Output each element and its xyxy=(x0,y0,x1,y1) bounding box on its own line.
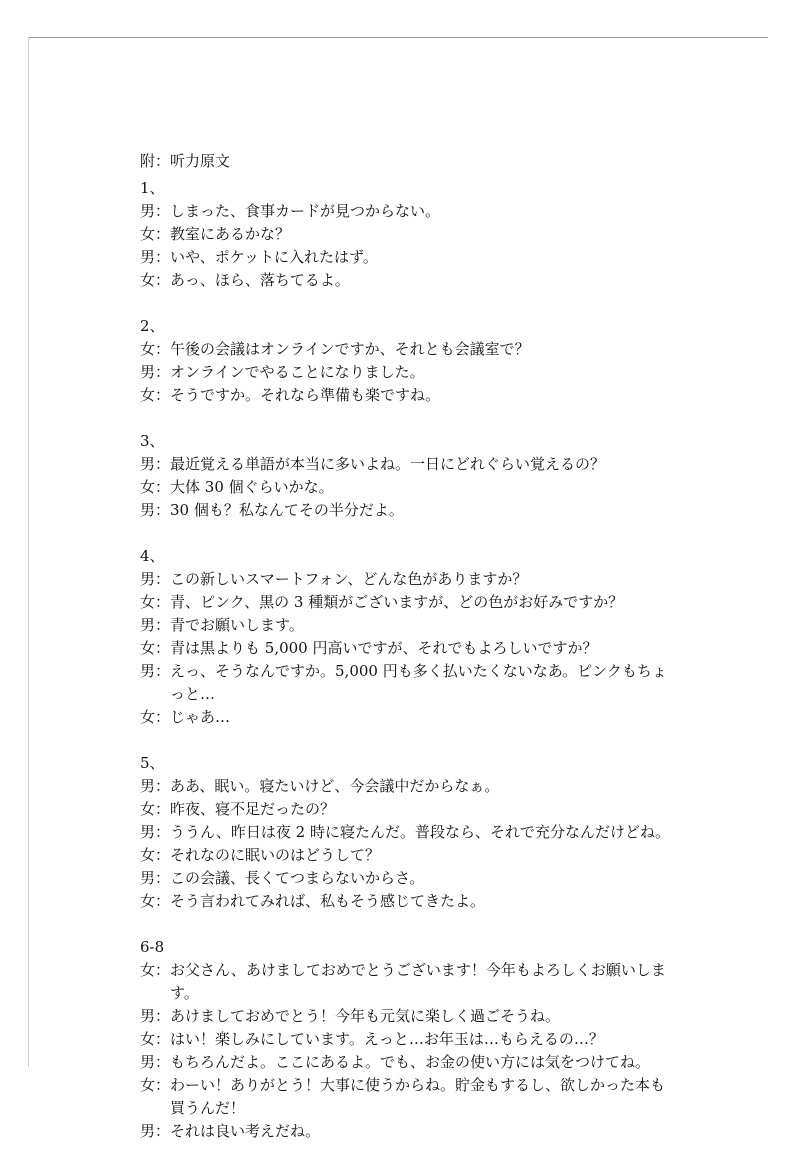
dialogue-section xyxy=(140,315,670,407)
dialogue-line xyxy=(140,959,670,1005)
speaker-label: 女： xyxy=(140,639,171,657)
utterance-text: この会議、長くてつまらないからさ。 xyxy=(170,869,425,887)
speaker-label: 男： xyxy=(140,501,171,519)
speaker-label: 女： xyxy=(140,846,171,864)
document-title: 附：听力原文 xyxy=(140,152,231,170)
speaker-label: 女： xyxy=(140,708,171,726)
speaker-label: 男： xyxy=(140,1007,171,1025)
utterance-text: しまった、食事カードが見つからない。 xyxy=(170,202,441,220)
dialogue-line xyxy=(140,1120,670,1143)
dialogue-section xyxy=(140,545,670,729)
dialogue-line xyxy=(140,775,670,798)
speaker-label: 男： xyxy=(140,777,171,795)
dialogue-line xyxy=(140,568,670,591)
speaker-label: 女： xyxy=(140,593,171,611)
page-left-border xyxy=(28,37,29,1067)
utterance-text: いや、ポケットに入れたはず。 xyxy=(170,248,378,266)
speaker-label: 男： xyxy=(140,202,171,220)
dialogue-line xyxy=(140,269,670,292)
section-number: 1、 xyxy=(140,179,165,197)
speaker-label: 女： xyxy=(140,961,171,979)
speaker-label: 女： xyxy=(140,1076,171,1094)
utterance-text: あっ、ほら、落ちてるよ。 xyxy=(170,271,350,289)
dialogue-line xyxy=(140,706,670,729)
utterance-text: わーい！ありがとう！大事に使うからね。貯金もするし、欲しかった本も買うんだ！ xyxy=(170,1076,666,1117)
dialogue-line xyxy=(140,1005,670,1028)
dialogue-line xyxy=(140,591,670,614)
utterance-text: この新しいスマートフォン、どんな色がありますか？ xyxy=(170,570,528,588)
utterance-text: ああ、眠い。寝たいけど、今会議中だからなぁ。 xyxy=(170,777,500,795)
dialogue-line xyxy=(140,476,670,499)
utterance-text: それは良い考えだね。 xyxy=(170,1122,321,1140)
dialogue-line xyxy=(140,384,670,407)
utterance-text: 大体 30 個ぐらいかな。 xyxy=(170,478,334,496)
utterance-text: じゃあ… xyxy=(170,708,231,726)
dialogue-line xyxy=(140,614,670,637)
dialogue-line xyxy=(140,660,670,706)
utterance-text: もちろんだよ。ここにあるよ。でも、お金の使い方には気をつけてね。 xyxy=(170,1053,651,1071)
utterance-text: そう言われてみれば、私もそう感じてきたよ。 xyxy=(170,892,486,910)
dialogue-section xyxy=(140,177,670,292)
speaker-label: 女： xyxy=(140,892,171,910)
utterance-text: 最近覚える単語が本当に多いよね。一日にどれぐらい覚えるの？ xyxy=(170,455,606,473)
speaker-label: 女： xyxy=(140,225,171,243)
utterance-text: 昨夜、寝不足だったの？ xyxy=(170,800,336,818)
speaker-label: 男： xyxy=(140,616,171,634)
dialogue-line xyxy=(140,1028,670,1051)
speaker-label: 男： xyxy=(140,662,171,680)
utterance-text: はい！楽しみにしています。えっと…お年玉は…もらえるの…？ xyxy=(170,1030,604,1048)
speaker-label: 女： xyxy=(140,340,171,358)
utterance-text: そうですか。それなら準備も楽ですね。 xyxy=(170,386,441,404)
speaker-label: 女： xyxy=(140,800,171,818)
dialogue-line xyxy=(140,338,670,361)
speaker-label: 男： xyxy=(140,363,171,381)
speaker-label: 女： xyxy=(140,478,171,496)
dialogue-line xyxy=(140,361,670,384)
dialogue-section xyxy=(140,752,670,913)
dialogue-line xyxy=(140,223,670,246)
utterance-text: あけましておめでとう！今年も元気に楽しく過ごそうね。 xyxy=(170,1007,561,1025)
utterance-text: 青でお願いします。 xyxy=(170,616,304,634)
utterance-text: 教室にあるかな？ xyxy=(170,225,291,243)
section-number: 5、 xyxy=(140,754,165,772)
dialogue-line xyxy=(140,453,670,476)
speaker-label: 男： xyxy=(140,570,171,588)
utterance-text: 青、ピンク、黒の 3 種類がございますが、どの色がお好みですか？ xyxy=(170,593,624,611)
dialogue-line xyxy=(140,890,670,913)
utterance-text: お父さん、あけましておめでとうございます！今年もよろしくお願いします。 xyxy=(170,961,666,1002)
dialogue-line xyxy=(140,200,670,223)
utterance-text: ううん、昨日は夜 2 時に寝たんだ。普段なら、それで充分なんだけどね。 xyxy=(170,823,670,841)
utterance-text: オンラインでやることになりました。 xyxy=(170,363,425,381)
speaker-label: 女： xyxy=(140,386,171,404)
transcript-sections xyxy=(140,177,670,1143)
dialogue-line xyxy=(140,1051,670,1074)
section-number: 2、 xyxy=(140,317,165,335)
section-number: 4、 xyxy=(140,547,165,565)
speaker-label: 男： xyxy=(140,823,171,841)
section-number: 6-8 xyxy=(140,938,165,956)
dialogue-section xyxy=(140,936,670,1143)
utterance-text: 午後の会議はオンラインですか、それとも会議室で？ xyxy=(170,340,530,358)
dialogue-line xyxy=(140,246,670,269)
speaker-label: 男： xyxy=(140,1122,171,1140)
utterance-text: それなのに眠いのはどうして？ xyxy=(170,846,381,864)
page-top-border xyxy=(28,37,768,38)
speaker-label: 女： xyxy=(140,271,171,289)
dialogue-line xyxy=(140,844,670,867)
dialogue-line xyxy=(140,867,670,890)
dialogue-line xyxy=(140,499,670,522)
utterance-text: 青は黒よりも 5,000 円高いですが、それでもよろしいですか？ xyxy=(170,639,598,657)
speaker-label: 男： xyxy=(140,455,171,473)
dialogue-line xyxy=(140,1074,670,1120)
dialogue-line xyxy=(140,798,670,821)
speaker-label: 女： xyxy=(140,1030,171,1048)
speaker-label: 男： xyxy=(140,1053,171,1071)
dialogue-line xyxy=(140,637,670,660)
utterance-text: えっ、そうなんですか。5,000 円も多く払いたくないなあ。ピンクもちょっと… xyxy=(170,662,667,703)
dialogue-section xyxy=(140,430,670,522)
transcript-page xyxy=(140,150,670,1166)
utterance-text: 30 個も？私なんてその半分だよ。 xyxy=(170,501,404,519)
dialogue-line xyxy=(140,821,670,844)
section-number: 3、 xyxy=(140,432,165,450)
speaker-label: 男： xyxy=(140,248,171,266)
speaker-label: 男： xyxy=(140,869,171,887)
